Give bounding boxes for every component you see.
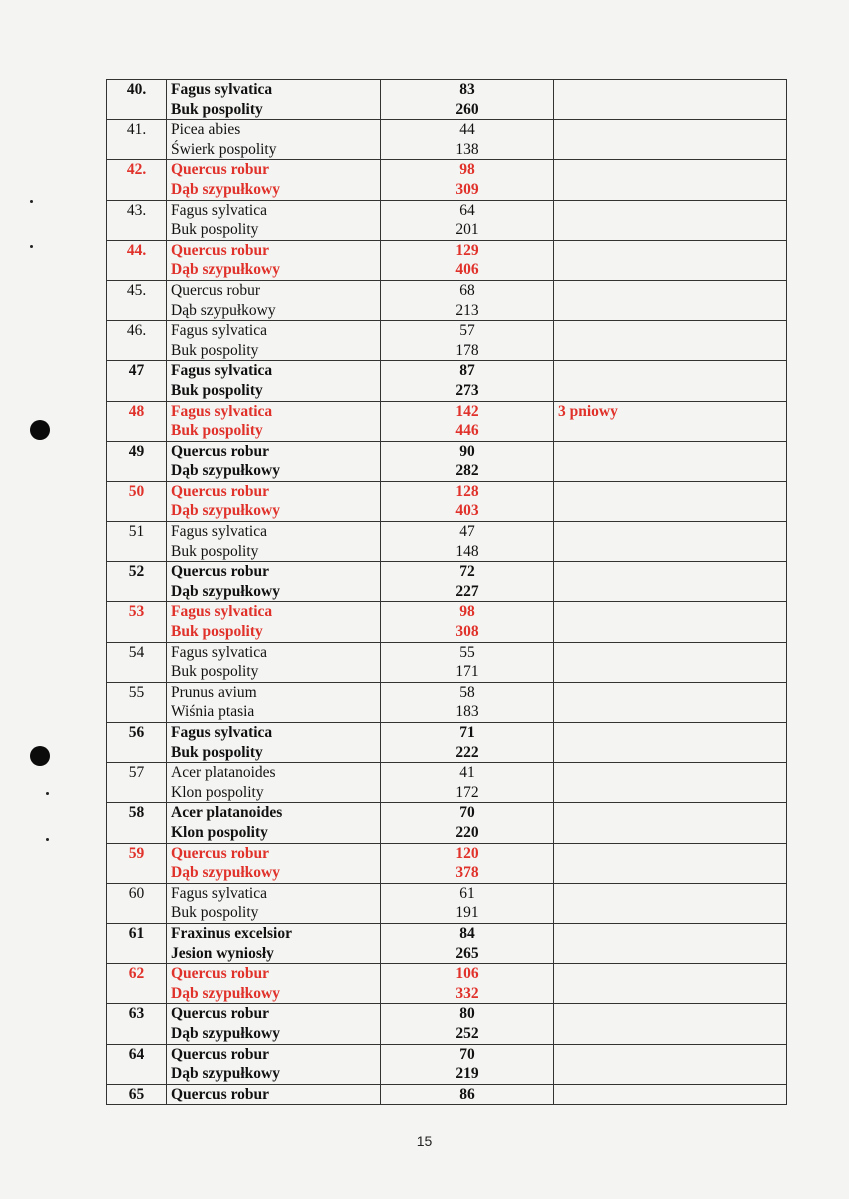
measurement-cell bbox=[381, 1044, 554, 1084]
species-polish: Klon pospolity bbox=[171, 823, 268, 841]
species-latin: Quercus robur bbox=[171, 241, 270, 259]
measurement-value-1: 87 bbox=[459, 362, 475, 380]
tree-number-cell bbox=[107, 441, 167, 481]
note-cell bbox=[554, 803, 787, 843]
note-cell bbox=[554, 80, 787, 120]
measurement-cell bbox=[381, 883, 554, 923]
tree-number-cell bbox=[107, 160, 167, 200]
tree-number: 59 bbox=[128, 844, 145, 862]
table-row bbox=[107, 321, 787, 361]
measurement-value-2: 178 bbox=[455, 341, 479, 359]
table-row bbox=[107, 723, 787, 763]
species-latin: Quercus robur bbox=[171, 161, 270, 179]
table-row bbox=[107, 964, 787, 1004]
note-cell bbox=[554, 361, 787, 401]
tree-number-cell bbox=[107, 682, 167, 722]
table-row bbox=[107, 80, 787, 120]
measurement-value-2: 260 bbox=[455, 100, 479, 118]
tree-number-cell bbox=[107, 481, 167, 521]
note-cell bbox=[554, 401, 787, 441]
measurement-value-2: 308 bbox=[455, 623, 479, 641]
measurement-value-1: 128 bbox=[455, 482, 479, 500]
species-polish: Dąb szypułkowy bbox=[171, 301, 276, 319]
table-row bbox=[107, 1004, 787, 1044]
note-cell bbox=[554, 522, 787, 562]
measurement-value-1: 70 bbox=[459, 804, 475, 822]
species-cell bbox=[167, 562, 381, 602]
measurement-value-1: 72 bbox=[459, 563, 475, 581]
tree-number: 61 bbox=[128, 924, 145, 942]
tree-number: 55 bbox=[128, 683, 145, 701]
measurement-value-1: 129 bbox=[455, 241, 479, 259]
species-cell bbox=[167, 1004, 381, 1044]
note-cell bbox=[554, 160, 787, 200]
tree-number: 62 bbox=[128, 965, 145, 983]
measurement-value-2: 406 bbox=[455, 261, 479, 279]
species-cell bbox=[167, 682, 381, 722]
species-latin: Acer platanoides bbox=[171, 804, 283, 822]
measurement-cell bbox=[381, 602, 554, 642]
measurement-value-1: 142 bbox=[455, 402, 479, 420]
measurement-cell bbox=[381, 763, 554, 803]
table-row bbox=[107, 843, 787, 883]
species-latin: Quercus robur bbox=[171, 1085, 270, 1103]
table-row bbox=[107, 682, 787, 722]
species-cell bbox=[167, 1084, 381, 1105]
species-latin: Quercus robur bbox=[171, 482, 270, 500]
measurement-value-1: 44 bbox=[459, 121, 475, 139]
tree-number-cell bbox=[107, 240, 167, 280]
tree-number-cell bbox=[107, 883, 167, 923]
measurement-cell bbox=[381, 160, 554, 200]
species-polish: Dąb szypułkowy bbox=[171, 582, 280, 600]
tree-number: 60 bbox=[128, 884, 145, 902]
species-cell bbox=[167, 923, 381, 963]
measurement-cell bbox=[381, 481, 554, 521]
species-latin: Picea abies bbox=[171, 121, 241, 139]
species-cell bbox=[167, 481, 381, 521]
species-cell bbox=[167, 240, 381, 280]
species-latin: Fagus sylvatica bbox=[171, 724, 273, 741]
species-polish: Buk pospolity bbox=[171, 341, 259, 359]
species-polish: Dąb szypułkowy bbox=[171, 1065, 280, 1083]
note-cell bbox=[554, 923, 787, 963]
measurement-value-1: 71 bbox=[459, 724, 475, 741]
species-latin: Fagus sylvatica bbox=[171, 402, 273, 420]
note-cell bbox=[554, 642, 787, 682]
measurement-value-2: 172 bbox=[455, 783, 479, 801]
species-polish: Dąb szypułkowy bbox=[171, 984, 280, 1002]
measurement-value-2: 191 bbox=[455, 904, 479, 922]
measurement-value-2: 282 bbox=[455, 462, 479, 480]
measurement-cell bbox=[381, 200, 554, 240]
species-cell bbox=[167, 441, 381, 481]
table-row bbox=[107, 120, 787, 160]
measurement-value-1: 70 bbox=[459, 1045, 475, 1063]
table-row bbox=[107, 602, 787, 642]
measurement-value-1: 55 bbox=[459, 643, 475, 661]
measurement-value-1: 80 bbox=[459, 1005, 475, 1023]
measurement-value-1: 86 bbox=[459, 1085, 475, 1103]
measurement-cell bbox=[381, 642, 554, 682]
tree-number: 64 bbox=[128, 1045, 145, 1063]
table-row bbox=[107, 441, 787, 481]
measurement-value-2: 378 bbox=[455, 864, 479, 882]
tree-number-cell bbox=[107, 80, 167, 120]
species-latin: Fagus sylvatica bbox=[171, 603, 273, 621]
note-cell bbox=[554, 964, 787, 1004]
tree-number: 65 bbox=[128, 1085, 145, 1103]
tree-number: 48 bbox=[128, 402, 145, 420]
note-cell bbox=[554, 481, 787, 521]
tree-number-cell bbox=[107, 280, 167, 320]
measurement-cell bbox=[381, 401, 554, 441]
measurement-value-2: 138 bbox=[455, 140, 479, 158]
species-polish: Buk pospolity bbox=[171, 743, 263, 761]
table-row bbox=[107, 923, 787, 963]
measurement-value-2: 220 bbox=[455, 823, 479, 841]
measurement-cell bbox=[381, 240, 554, 280]
tree-number-cell bbox=[107, 964, 167, 1004]
species-latin: Prunus avium bbox=[171, 683, 257, 701]
species-cell bbox=[167, 80, 381, 120]
measurement-value-1: 83 bbox=[459, 81, 475, 98]
tree-inventory-table bbox=[106, 79, 787, 1105]
table-row bbox=[107, 763, 787, 803]
punch-hole-bottom bbox=[30, 746, 50, 766]
measurement-value-2: 219 bbox=[455, 1065, 479, 1083]
tree-number-cell bbox=[107, 120, 167, 160]
table-row bbox=[107, 200, 787, 240]
tree-number: 44. bbox=[126, 241, 147, 259]
measurement-value-2: 183 bbox=[455, 703, 479, 721]
note-cell bbox=[554, 441, 787, 481]
scan-speck bbox=[46, 792, 49, 795]
species-polish: Dąb szypułkowy bbox=[171, 261, 280, 279]
scan-speck bbox=[46, 838, 49, 841]
measurement-value-1: 98 bbox=[459, 603, 475, 621]
species-latin: Quercus robur bbox=[171, 1005, 270, 1023]
measurement-value-2: 446 bbox=[455, 422, 479, 440]
species-cell bbox=[167, 361, 381, 401]
measurement-value-2: 213 bbox=[455, 301, 479, 319]
tree-number-cell bbox=[107, 401, 167, 441]
tree-number-cell bbox=[107, 361, 167, 401]
note-cell bbox=[554, 1044, 787, 1084]
tree-number: 56 bbox=[128, 724, 145, 741]
species-polish: Klon pospolity bbox=[171, 783, 264, 801]
species-polish: Buk pospolity bbox=[171, 100, 263, 118]
species-cell bbox=[167, 160, 381, 200]
measurement-value-2: 332 bbox=[455, 984, 479, 1002]
species-cell bbox=[167, 1044, 381, 1084]
tree-number: 43. bbox=[126, 201, 147, 219]
species-polish: Buk pospolity bbox=[171, 663, 259, 681]
species-polish: Dąb szypułkowy bbox=[171, 1024, 280, 1042]
species-cell bbox=[167, 321, 381, 361]
measurement-value-2: 171 bbox=[455, 663, 479, 681]
measurement-value-2: 222 bbox=[455, 743, 479, 761]
species-latin: Quercus robur bbox=[171, 442, 270, 460]
tree-number: 45. bbox=[126, 281, 147, 299]
species-cell bbox=[167, 280, 381, 320]
species-polish: Buk pospolity bbox=[171, 623, 263, 641]
species-polish: Świerk pospolity bbox=[171, 140, 277, 158]
scan-speck bbox=[30, 200, 33, 203]
measurement-value-2: 227 bbox=[455, 582, 479, 600]
measurement-value-2: 148 bbox=[455, 542, 479, 560]
measurement-value-1: 98 bbox=[459, 161, 475, 179]
table-row bbox=[107, 642, 787, 682]
note-cell bbox=[554, 1084, 787, 1105]
tree-number-cell bbox=[107, 1004, 167, 1044]
species-cell bbox=[167, 401, 381, 441]
tree-number: 40. bbox=[126, 81, 147, 98]
species-latin: Quercus robur bbox=[171, 1045, 270, 1063]
species-cell bbox=[167, 763, 381, 803]
note-cell bbox=[554, 280, 787, 320]
tree-number: 52 bbox=[128, 563, 145, 581]
measurement-value-1: 64 bbox=[459, 201, 475, 219]
table-row bbox=[107, 160, 787, 200]
table-row bbox=[107, 883, 787, 923]
species-polish: Wiśnia ptasia bbox=[171, 703, 255, 721]
table-row bbox=[107, 401, 787, 441]
measurement-cell bbox=[381, 1004, 554, 1044]
species-polish: Jesion wyniosły bbox=[171, 944, 274, 962]
tree-number: 46. bbox=[126, 322, 147, 340]
tree-number-cell bbox=[107, 321, 167, 361]
tree-number: 42. bbox=[126, 161, 147, 179]
species-latin: Quercus robur bbox=[171, 281, 261, 299]
measurement-value-1: 84 bbox=[459, 924, 475, 942]
species-cell bbox=[167, 642, 381, 682]
tree-number: 50 bbox=[128, 482, 145, 500]
tree-number: 47 bbox=[128, 362, 145, 380]
note-cell bbox=[554, 240, 787, 280]
measurement-value-2: 201 bbox=[455, 221, 479, 239]
note-cell bbox=[554, 883, 787, 923]
table-row bbox=[107, 361, 787, 401]
measurement-cell bbox=[381, 682, 554, 722]
note-cell bbox=[554, 321, 787, 361]
species-polish: Buk pospolity bbox=[171, 381, 263, 399]
tree-number-cell bbox=[107, 642, 167, 682]
species-polish: Dąb szypułkowy bbox=[171, 462, 280, 480]
species-cell bbox=[167, 964, 381, 1004]
page-number: 15 bbox=[416, 1133, 433, 1149]
species-latin: Fagus sylvatica bbox=[171, 643, 267, 661]
table-row bbox=[107, 280, 787, 320]
measurement-cell bbox=[381, 280, 554, 320]
species-latin: Quercus robur bbox=[171, 563, 270, 581]
tree-number-cell bbox=[107, 923, 167, 963]
measurement-cell bbox=[381, 723, 554, 763]
measurement-cell bbox=[381, 522, 554, 562]
tree-number: 58 bbox=[128, 804, 145, 822]
tree-number-cell bbox=[107, 1084, 167, 1105]
measurement-value-1: 61 bbox=[459, 884, 475, 902]
note-cell bbox=[554, 562, 787, 602]
tree-number-cell bbox=[107, 562, 167, 602]
table-row bbox=[107, 1044, 787, 1084]
measurement-cell bbox=[381, 843, 554, 883]
measurement-cell bbox=[381, 120, 554, 160]
measurement-value-1: 90 bbox=[459, 442, 475, 460]
tree-number-cell bbox=[107, 843, 167, 883]
tree-number-cell bbox=[107, 723, 167, 763]
tree-number: 49 bbox=[128, 442, 145, 460]
tree-number-cell bbox=[107, 522, 167, 562]
measurement-value-1: 57 bbox=[459, 322, 475, 340]
tree-number: 57 bbox=[128, 764, 145, 782]
note-cell bbox=[554, 843, 787, 883]
measurement-cell bbox=[381, 441, 554, 481]
tree-number: 53 bbox=[128, 603, 145, 621]
species-cell bbox=[167, 120, 381, 160]
species-latin: Fagus sylvatica bbox=[171, 884, 267, 902]
tree-number: 63 bbox=[128, 1005, 145, 1023]
species-cell bbox=[167, 723, 381, 763]
species-latin: Acer platanoides bbox=[171, 764, 276, 782]
tree-number: 41. bbox=[126, 121, 147, 139]
species-polish: Buk pospolity bbox=[171, 221, 259, 239]
species-cell bbox=[167, 522, 381, 562]
measurement-value-2: 309 bbox=[455, 180, 479, 198]
measurement-cell bbox=[381, 923, 554, 963]
species-latin: Fagus sylvatica bbox=[171, 322, 267, 340]
species-polish: Buk pospolity bbox=[171, 904, 259, 922]
measurement-cell bbox=[381, 964, 554, 1004]
measurement-value-2: 273 bbox=[455, 381, 479, 399]
measurement-cell bbox=[381, 1084, 554, 1105]
species-latin: Quercus robur bbox=[171, 844, 270, 862]
species-latin: Fagus sylvatica bbox=[171, 523, 267, 541]
measurement-value-2: 265 bbox=[455, 944, 479, 962]
tree-number-cell bbox=[107, 803, 167, 843]
table-row bbox=[107, 522, 787, 562]
tree-number-cell bbox=[107, 200, 167, 240]
tree-number-cell bbox=[107, 763, 167, 803]
species-polish: Buk pospolity bbox=[171, 422, 263, 440]
species-latin: Fagus sylvatica bbox=[171, 201, 267, 219]
table-row bbox=[107, 481, 787, 521]
punch-hole-top bbox=[30, 420, 50, 440]
measurement-value-1: 47 bbox=[459, 523, 475, 541]
note-cell bbox=[554, 763, 787, 803]
tree-number: 51 bbox=[128, 523, 145, 541]
measurement-value-1: 106 bbox=[455, 965, 479, 983]
note-cell bbox=[554, 1004, 787, 1044]
measurement-cell bbox=[381, 361, 554, 401]
table-row bbox=[107, 562, 787, 602]
species-cell bbox=[167, 803, 381, 843]
species-latin: Fagus sylvatica bbox=[171, 362, 273, 380]
measurement-value-1: 68 bbox=[459, 281, 475, 299]
measurement-value-2: 252 bbox=[455, 1024, 479, 1042]
note-cell bbox=[554, 200, 787, 240]
measurement-value-1: 58 bbox=[459, 683, 475, 701]
table-row bbox=[107, 1084, 787, 1105]
note-cell bbox=[554, 723, 787, 763]
note-cell bbox=[554, 682, 787, 722]
note-cell bbox=[554, 602, 787, 642]
measurement-cell bbox=[381, 803, 554, 843]
species-polish: Buk pospolity bbox=[171, 542, 259, 560]
species-cell bbox=[167, 883, 381, 923]
measurement-cell bbox=[381, 321, 554, 361]
species-latin: Fraxinus excelsior bbox=[171, 924, 292, 942]
tree-number-cell bbox=[107, 1044, 167, 1084]
species-polish: Dąb szypułkowy bbox=[171, 180, 280, 198]
scan-speck bbox=[30, 245, 33, 248]
table-row bbox=[107, 803, 787, 843]
species-cell bbox=[167, 200, 381, 240]
species-polish: Dąb szypułkowy bbox=[171, 864, 280, 882]
tree-number: 54 bbox=[128, 643, 145, 661]
tree-table-body bbox=[107, 80, 787, 1105]
measurement-value-1: 120 bbox=[455, 844, 479, 862]
species-latin: Quercus robur bbox=[171, 965, 270, 983]
species-polish: Dąb szypułkowy bbox=[171, 502, 280, 520]
species-latin: Fagus sylvatica bbox=[171, 81, 273, 98]
note-cell bbox=[554, 120, 787, 160]
species-cell bbox=[167, 602, 381, 642]
species-cell bbox=[167, 843, 381, 883]
measurement-value-2: 403 bbox=[455, 502, 479, 520]
measurement-cell bbox=[381, 562, 554, 602]
note-text: 3 pniowy bbox=[558, 402, 618, 420]
tree-number-cell bbox=[107, 602, 167, 642]
measurement-cell bbox=[381, 80, 554, 120]
measurement-value-1: 41 bbox=[459, 764, 475, 782]
table-row bbox=[107, 240, 787, 280]
